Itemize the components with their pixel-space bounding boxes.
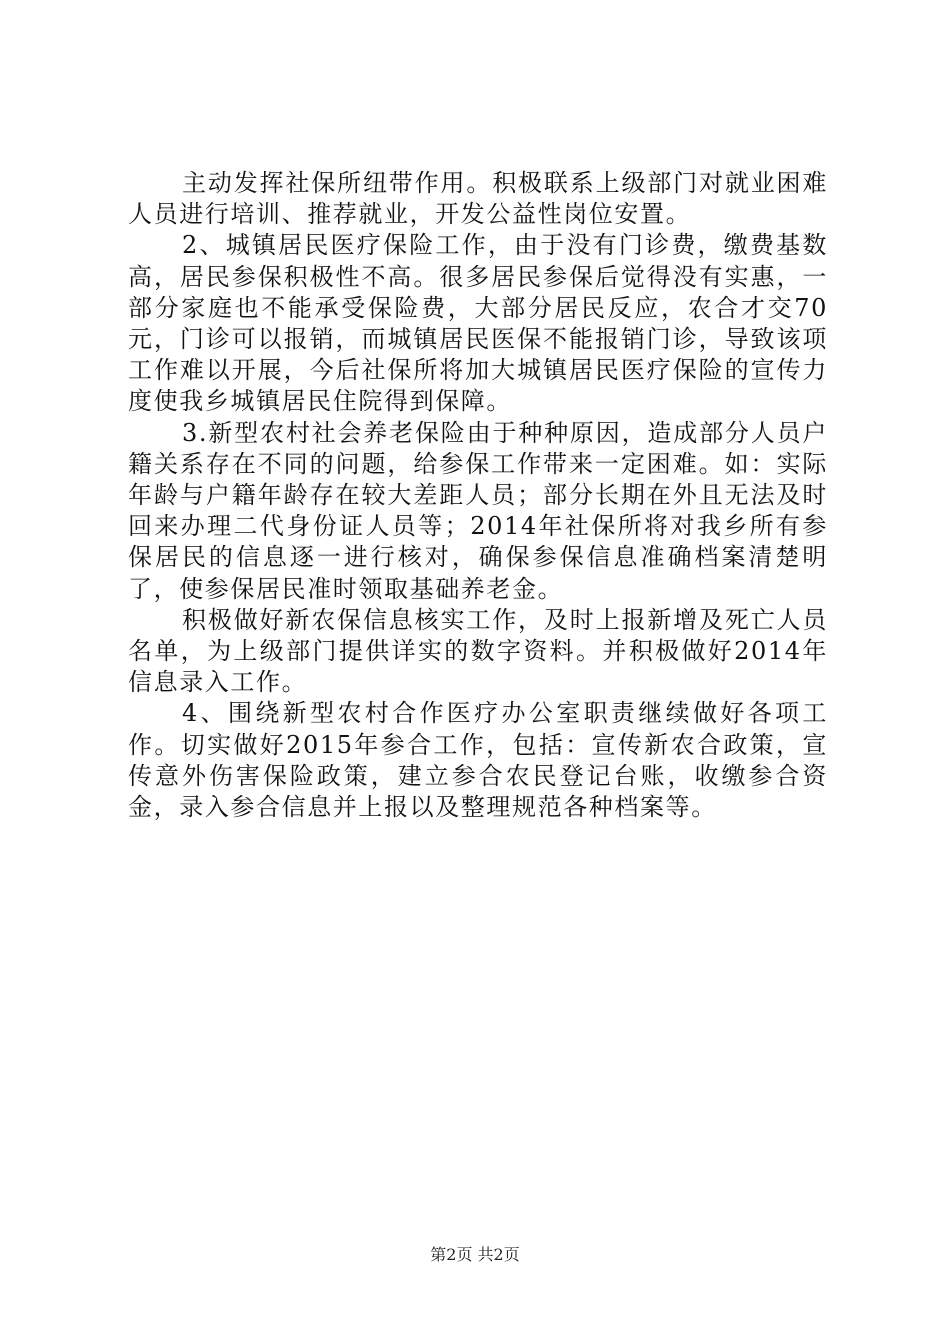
paragraph-rural-pension-insurance: 3.新型农村社会养老保险由于种种原因，造成部分人员户籍关系存在不同的问题，给参保工作带来一定困难。如：实际年龄与户籍年龄存在较大差距人员；部分长期在外且无法及时回来办理二代身份证人员等；2014年社保所将对我乡所有参保居民的信息逐一进行核对，确保参保信息准确档案清楚明了，使参保居民准时领取基础养老金。: [128, 418, 828, 603]
paragraph-rural-cooperative-medical: 4、围绕新型农村合作医疗办公室职责继续做好各项工作。切实做好2015年参合工作，包括：宣传新农合政策，宣传意外伤害保险政策，建立参合农民登记台账，收缴参合资金，录入参合信息并上报以及整理规范各种档案等。: [128, 699, 828, 822]
paragraph-urban-medical-insurance: 2、城镇居民医疗保险工作，由于没有门诊费，缴费基数高，居民参保积极性不高。很多居民参保后觉得没有实惠，一部分家庭也不能承受保险费，大部分居民反应，农合才交70元，门诊可以报销，而城镇居民医保不能报销门诊，导致该项工作难以开展，今后社保所将加大城镇居民医疗保险的宣传力度使我乡城镇居民住院得到保障。: [128, 231, 828, 416]
page-footer: 第2页 共2页: [430, 1245, 520, 1264]
paragraph-info-verification: 积极做好新农保信息核实工作，及时上报新增及死亡人员名单，为上级部门提供详实的数字资料。并积极做好2014年信息录入工作。: [128, 605, 828, 697]
document-body: [128, 168, 828, 823]
paragraph-social-security-role: 主动发挥社保所纽带作用。积极联系上级部门对就业困难人员进行培训、推荐就业，开发公益性岗位安置。: [128, 169, 828, 229]
